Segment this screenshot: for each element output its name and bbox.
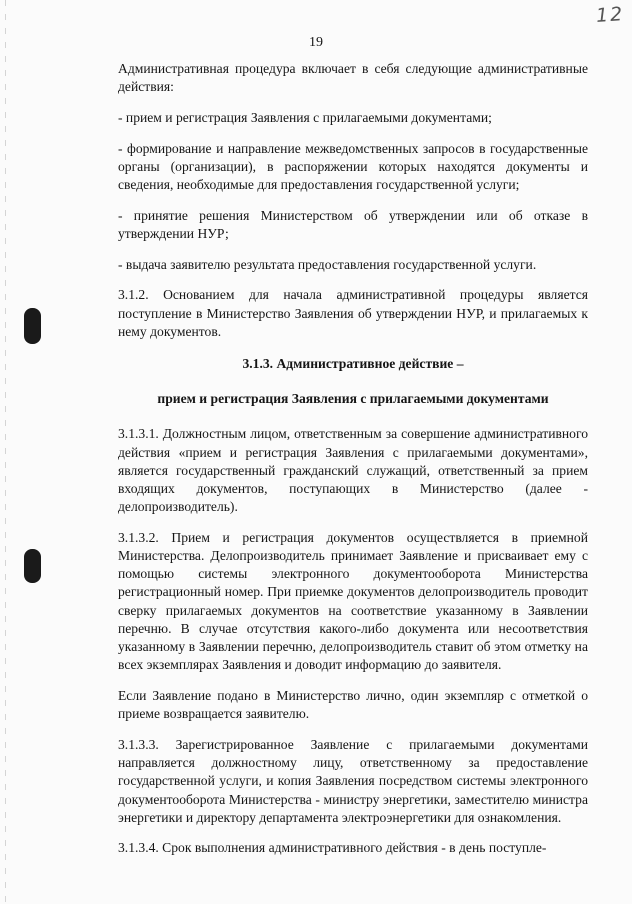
punch-hole-top xyxy=(24,308,41,344)
scan-edge-line xyxy=(5,0,6,904)
section-heading-number: 3.1.3. Административное действие – xyxy=(242,355,464,371)
section-heading-title: прием и регистрация Заявления с прилагаемыми документами xyxy=(157,391,549,407)
list-item: - выдача заявителю результата предоставления государственной услуги. xyxy=(118,256,537,272)
paragraph: 3.1.3.3. Зарегистрированное Заявление с прилагаемыми документами направляется должностному лицу, ответственному за предоставление государственной услуги, и копия Заявления посредством системы электронного документооборота Министерства - министру энергетики, заместителю министра энергетики и директору департамента электроэнергетики для ознакомления. xyxy=(118,736,588,825)
paragraph: 3.1.2. Основанием для начала административной процедуры является поступление в Министерство Заявления об утверждении НУР, и прилагаемых к нему документов. xyxy=(118,287,588,339)
paragraph: Административная процедура включает в себя следующие административные действия: xyxy=(118,61,588,95)
paragraph: Если Заявление подано в Министерство лично, один экземпляр с отметкой о приеме возвращается заявителю. xyxy=(118,687,588,722)
document-body xyxy=(118,60,588,870)
paragraph: 3.1.3.1. Должностным лицом, ответственным за совершение административного действия «прием и регистрация Заявления с прилагаемыми документами», является государственный гражданский служащий, ответственный за прием входящих документов, поступающих в Министерство (далее - делопроизводитель). xyxy=(118,426,588,515)
handwritten-sheet-number: 12 xyxy=(595,3,625,27)
list-item: - формирование и направление межведомственных запросов в государственные органы (организации), в распоряжении которых находятся документы и сведения, необходимые для предоставления государственной услуги; xyxy=(118,140,588,193)
list-item: - прием и регистрация Заявления с прилагаемыми документами; xyxy=(118,109,492,125)
punch-hole-bottom xyxy=(24,549,41,583)
paragraph: 3.1.3.4. Срок выполнения административного действия - в день поступле- xyxy=(118,840,547,856)
paragraph: 3.1.3.2. Прием и регистрация документов осуществляется в приемной Министерства. Делопроизводитель принимает Заявление и присваивает ему с помощью системы электронного документооборота Министерства регистрационный номер. При приемке документов делопроизводитель проводит сверку прилагаемых документов на соответствие указанному в Заявлении перечню. В случае отсутствия какого-либо документа или несоответствия указанному в Заявлении перечню, делопроизводитель ставит об этом отметку на всех экземплярах Заявления и доводит информацию до заявителя. xyxy=(118,529,588,673)
list-item: - принятие решения Министерством об утверждении или об отказе в утверждении НУР; xyxy=(118,207,588,241)
page-number: 19 xyxy=(309,35,323,50)
